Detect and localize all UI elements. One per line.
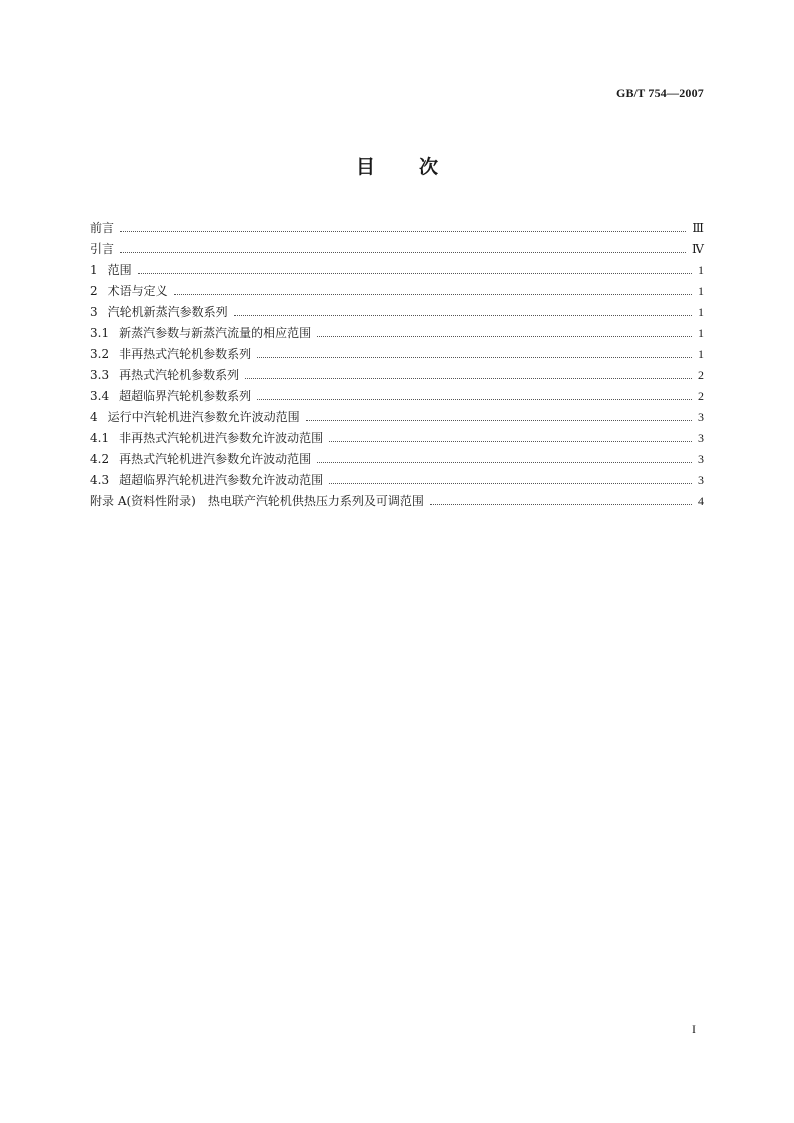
toc-entry-page: 3 bbox=[698, 431, 704, 445]
toc-entry-number: 4.3 bbox=[90, 473, 110, 487]
toc-leader-dots bbox=[329, 471, 692, 484]
toc-leader-dots bbox=[174, 282, 692, 295]
toc-leader-dots bbox=[257, 387, 692, 400]
toc-leader-dots bbox=[257, 345, 692, 358]
toc-entry-number: 1 bbox=[90, 263, 98, 277]
toc-entry-3-4[interactable] bbox=[90, 386, 704, 407]
toc-entry-page: 3 bbox=[698, 410, 704, 424]
toc-entry-3-2[interactable] bbox=[90, 344, 704, 365]
toc-title bbox=[0, 152, 794, 179]
toc-leader-dots bbox=[317, 450, 692, 463]
toc-title-left: 目 bbox=[355, 156, 375, 178]
toc-leader-dots bbox=[138, 261, 692, 274]
toc-leader-dots bbox=[245, 366, 692, 379]
toc-entry-page: 1 bbox=[698, 347, 704, 361]
toc-entry-page: Ⅳ bbox=[692, 242, 704, 256]
page-number: I bbox=[692, 1022, 696, 1036]
toc-entry-page: 1 bbox=[698, 263, 704, 277]
toc-entry-text: 汽轮机新蒸汽参数系列 bbox=[107, 305, 228, 319]
toc-entry-text: 范围 bbox=[107, 263, 132, 277]
toc-entry-page: 1 bbox=[698, 326, 704, 340]
toc-entry-text: 非再热式汽轮机进汽参数允许波动范围 bbox=[119, 431, 324, 445]
toc-entry-text: 术语与定义 bbox=[107, 284, 168, 298]
toc-leader-dots bbox=[430, 492, 692, 505]
toc-entry-3-3[interactable] bbox=[90, 365, 704, 386]
toc-entry-number: 4.2 bbox=[90, 452, 110, 466]
toc-entry-number: 3.1 bbox=[90, 326, 110, 340]
toc-entry-text: 再热式汽轮机进汽参数允许波动范围 bbox=[119, 452, 312, 466]
standard-code: GB/T 754—2007 bbox=[615, 86, 704, 100]
toc-leader-dots bbox=[317, 324, 692, 337]
toc-entry-page: 2 bbox=[698, 368, 704, 382]
toc-entry-page: 1 bbox=[698, 284, 704, 298]
toc-leader-dots bbox=[306, 408, 692, 421]
toc-entry-page: 3 bbox=[698, 452, 704, 466]
toc-entry-text: 非再热式汽轮机参数系列 bbox=[119, 347, 252, 361]
toc-entry-number: 2 bbox=[90, 284, 98, 298]
toc-entry-4[interactable] bbox=[90, 407, 704, 428]
toc-entry-number: 4 bbox=[90, 410, 98, 424]
toc-entry-text: 运行中汽轮机进汽参数允许波动范围 bbox=[107, 410, 300, 424]
toc-entry-text: 前言 bbox=[90, 221, 115, 235]
toc-entry-number: 3.3 bbox=[90, 368, 110, 382]
toc-entry-number: 3.4 bbox=[90, 389, 110, 403]
toc-entry-number: 4.1 bbox=[90, 431, 110, 445]
toc-entry-page: 1 bbox=[698, 305, 704, 319]
table-of-contents bbox=[90, 218, 704, 512]
toc-entry-introduction[interactable] bbox=[90, 239, 704, 260]
toc-entry-4-2[interactable] bbox=[90, 449, 704, 470]
toc-entry-appendix-a[interactable] bbox=[90, 491, 704, 512]
toc-entry-4-3[interactable] bbox=[90, 470, 704, 491]
toc-entry-text: 附录 A(资料性附录) 热电联产汽轮机供热压力系列及可调范围 bbox=[90, 494, 424, 508]
toc-entry-3-1[interactable] bbox=[90, 323, 704, 344]
toc-entry-text: 新蒸汽参数与新蒸汽流量的相应范围 bbox=[119, 326, 312, 340]
toc-entry-text: 超超临界汽轮机参数系列 bbox=[119, 389, 252, 403]
toc-entry-1[interactable] bbox=[90, 260, 704, 281]
toc-entry-text: 再热式汽轮机参数系列 bbox=[119, 368, 240, 382]
toc-entry-3[interactable] bbox=[90, 302, 704, 323]
toc-entry-text: 引言 bbox=[90, 242, 115, 256]
toc-leader-dots bbox=[234, 303, 692, 316]
toc-entry-4-1[interactable] bbox=[90, 428, 704, 449]
toc-entry-text: 超超临界汽轮机进汽参数允许波动范围 bbox=[119, 473, 324, 487]
toc-leader-dots bbox=[120, 219, 686, 232]
toc-entry-number: 3 bbox=[90, 305, 98, 319]
toc-leader-dots bbox=[329, 429, 692, 442]
toc-entry-page: Ⅲ bbox=[692, 221, 704, 235]
toc-entry-page: 2 bbox=[698, 389, 704, 403]
toc-entry-foreword[interactable] bbox=[90, 218, 704, 239]
toc-entry-number: 3.2 bbox=[90, 347, 110, 361]
toc-leader-dots bbox=[120, 240, 686, 253]
toc-entry-page: 4 bbox=[698, 494, 704, 508]
toc-title-right: 次 bbox=[419, 156, 439, 178]
toc-entry-2[interactable] bbox=[90, 281, 704, 302]
toc-entry-page: 3 bbox=[698, 473, 704, 487]
